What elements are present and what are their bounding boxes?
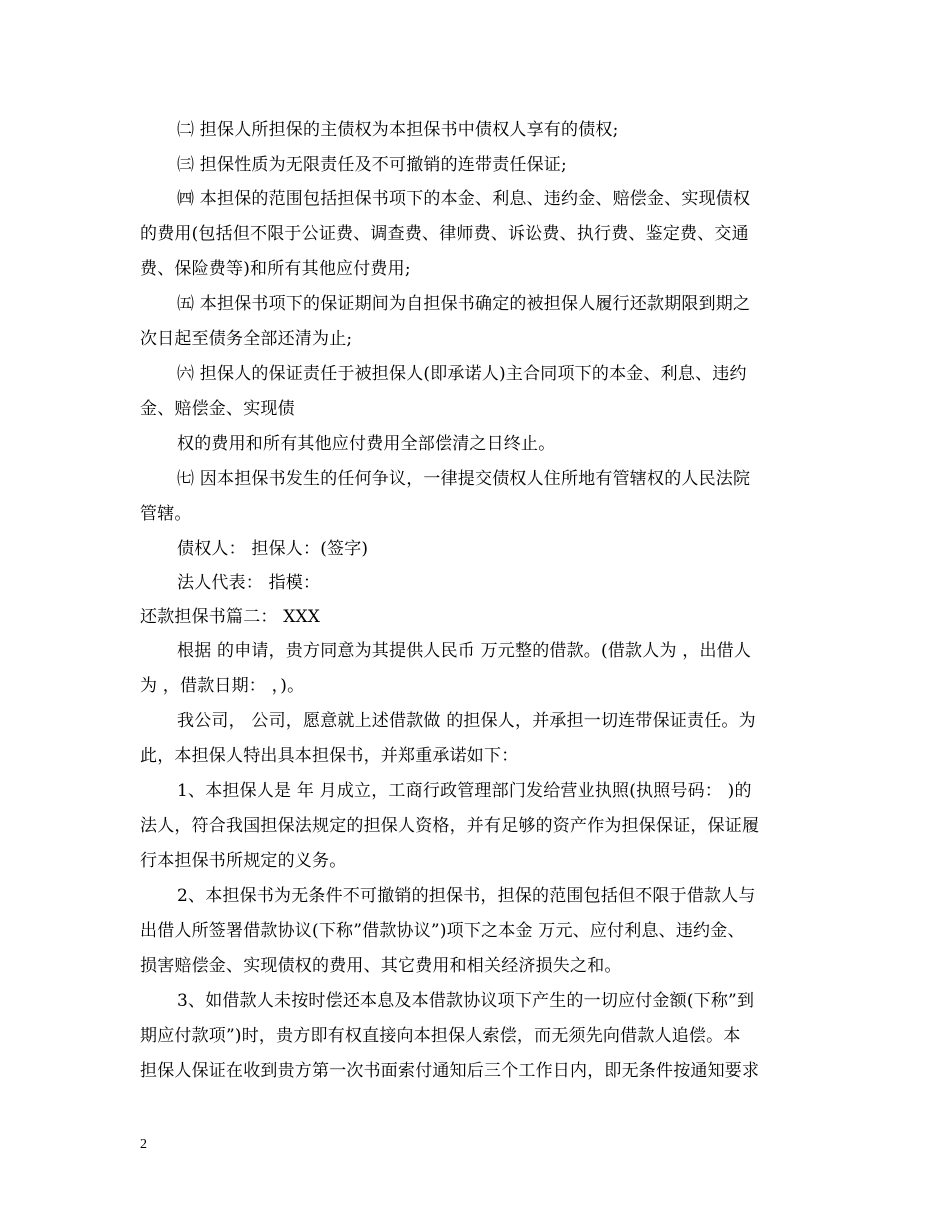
text-line: ㈥ 担保人的保证责任于被担保人(即承诺人)主合同项下的本金、利息、违约 — [177, 364, 747, 384]
text-line: 3、如借款人未按时偿还本息及本借款协议项下产生的一切应付金额(下称”到 — [177, 991, 755, 1011]
section-heading: 还款担保书篇二： XXX — [140, 607, 321, 627]
text-line: ㈢ 担保性质为无限责任及不可撤销的连带责任保证; — [177, 155, 567, 175]
text-line: 金、赔偿金、实现债 — [140, 399, 295, 419]
text-line: ㈣ 本担保的范围包括担保书项下的本金、利息、违约金、赔偿金、实现债权 — [177, 189, 751, 209]
text-line: 为 ，借款日期： ，)。 — [140, 676, 305, 696]
text-line: ㈤ 本担保书项下的保证期间为自担保书确定的被担保人履行还款期限到期之 — [177, 294, 751, 314]
text-line: 行本担保书所规定的义务。 — [140, 851, 347, 871]
text-line: 债权人： 担保人：(签字) — [177, 539, 369, 559]
text-line: 出借人所签署借款协议(下称”借款协议”)项下之本金 万元、应付利息、违约金、 — [140, 921, 745, 941]
text-line: 担保人保证在收到贵方第一次书面索付通知后三个工作日内，即无条件按通知要求 — [140, 1061, 760, 1081]
text-line: 我公司， 公司，愿意就上述借款做 的担保人，并承担一切连带保证责任。为 — [177, 711, 756, 731]
text-line: 次日起至债务全部还清为止; — [140, 329, 353, 349]
page-number: 2 — [140, 1137, 147, 1152]
text-line: 法人代表： 指模： — [177, 573, 321, 593]
text-line: ㈡ 担保人所担保的主债权为本担保书中债权人享有的债权; — [177, 120, 619, 140]
text-line: 2、本担保书为无条件不可撤销的担保书，担保的范围包括但不限于借款人与 — [177, 886, 756, 906]
text-line: 1、本担保人是 年 月成立，工商行政管理部门发给营业执照(执照号码： )的 — [177, 781, 752, 801]
text-line: 损害赔偿金、实现债权的费用、其它费用和相关经济损失之和。 — [140, 956, 622, 976]
text-line: 此，本担保人特出具本担保书，并郑重承诺如下： — [140, 746, 519, 766]
text-line: 根据 的申请，贵方同意为其提供人民币 万元整的借款。(借款人为 ，出借人 — [177, 641, 752, 661]
text-line: ㈦ 因本担保书发生的任何争议，一律提交债权人住所地有管辖权的人民法院 — [177, 469, 751, 489]
text-line: 权的费用和所有其他应付费用全部偿清之日终止。 — [177, 434, 556, 454]
text-line: 法人，符合我国担保法规定的担保人资格，并有足够的资产作为担保保证，保证履 — [140, 816, 760, 836]
text-line: 费、保险费等)和所有其他应付费用; — [140, 259, 411, 279]
text-line: 的费用(包括但不限于公证费、调查费、律师费、诉讼费、执行费、鉴定费、交通 — [140, 224, 749, 244]
text-line: 管辖。 — [140, 504, 192, 524]
text-line: 期应付款项”)时，贵方即有权直接向本担保人索偿，而无须先向借款人追偿。本 — [140, 1026, 741, 1046]
